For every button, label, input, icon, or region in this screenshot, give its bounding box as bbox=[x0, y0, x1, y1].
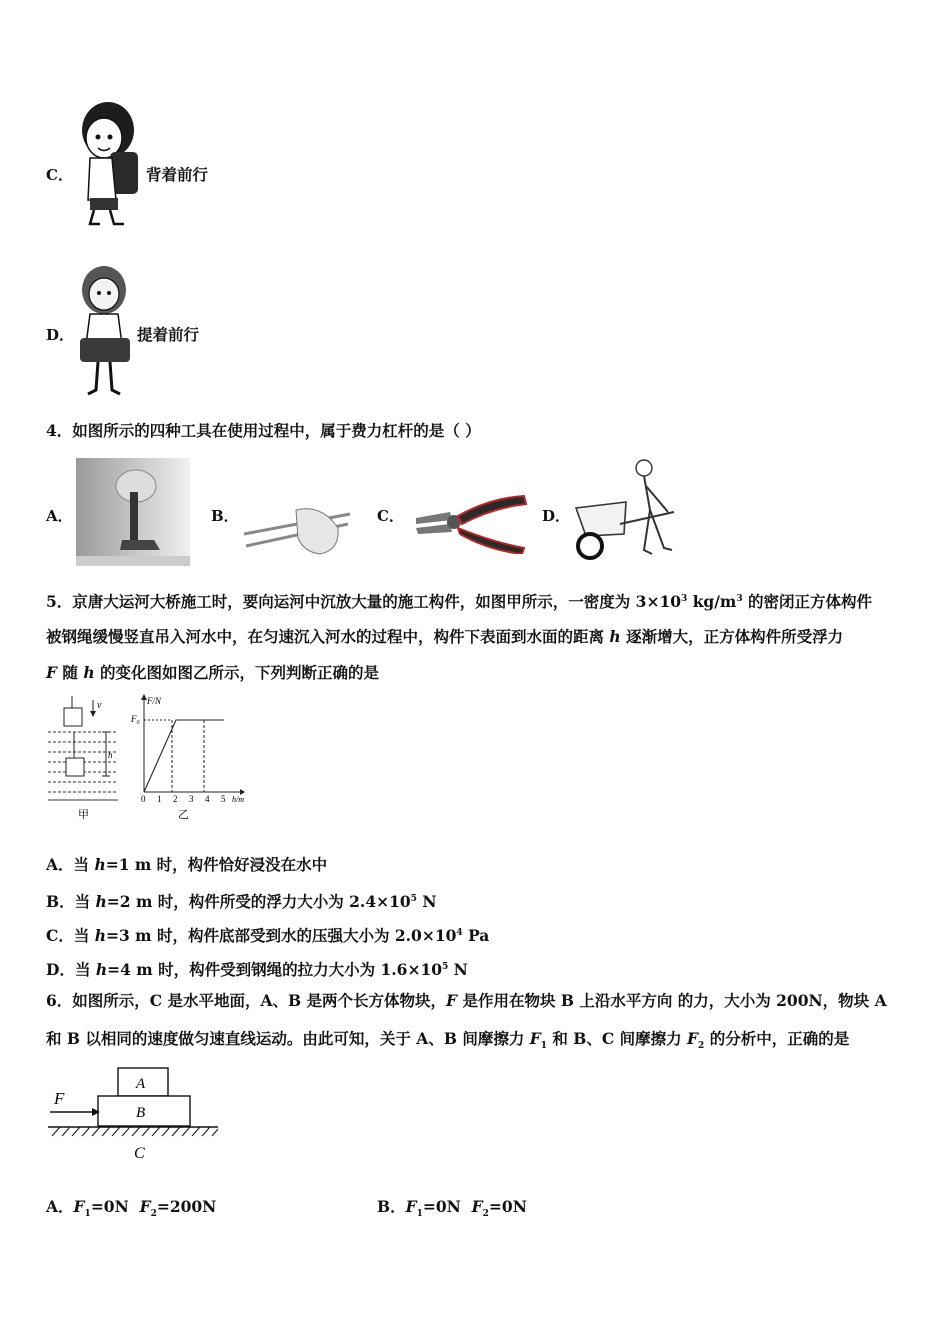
q5-figure-right-chart bbox=[128, 694, 246, 822]
figure-right-caption: 乙 bbox=[178, 809, 189, 821]
ground-label: C bbox=[134, 1145, 145, 1162]
q5-option-d: D．当 h=4 m 时，构件受到钢绳的拉力大小为 $1.6\times 10^5$ N bbox=[46, 960, 468, 980]
velocity-label: v bbox=[97, 700, 102, 711]
pliers-picture bbox=[412, 488, 530, 554]
x-tick-label: 1 bbox=[157, 794, 162, 804]
q4-option-c-letter: C． bbox=[377, 507, 404, 525]
x-tick-label: 3 bbox=[189, 794, 194, 804]
force-label: F bbox=[54, 1089, 65, 1108]
q3-option-c-letter: C． bbox=[46, 166, 73, 184]
hammer-picture bbox=[76, 458, 190, 566]
y-axis-label: F/N bbox=[147, 696, 162, 706]
q5-figure-left bbox=[44, 694, 124, 822]
depth-label: h bbox=[108, 750, 113, 760]
q5-option-a: A．当 h=1 m 时，构件恰好浸没在水中 bbox=[46, 855, 328, 874]
q5-stem-line1: 5．京唐大运河大桥施工时，要向运河中沉放大量的施工构件，如图甲所示，一密度为 $3\times 10^3$ $kg/m^3$ 的密闭正方体构件 bbox=[46, 592, 873, 612]
x-tick-label: 5 bbox=[221, 794, 226, 804]
girl-holding-bag-picture bbox=[74, 264, 138, 400]
q6-stem-line1: 6．如图所示，C 是水平地面，A、B 是两个长方体物块，F 是作用在物块 B 上沿水平方向 的力，大小为 200N，物块 A bbox=[46, 991, 887, 1010]
boy-carrying-backpack-picture bbox=[72, 100, 144, 230]
q3-option-d-letter: D． bbox=[46, 326, 75, 344]
chopsticks-picture bbox=[240, 494, 354, 560]
x-tick-label: 4 bbox=[205, 794, 210, 804]
q5-stem-line2: 被钢绳缓慢竖直吊入河水中，在匀速沉入河水的过程中，构件下表面到水面的距离 h 逐渐增大，正方体构件所受浮力 bbox=[46, 627, 844, 646]
q4-stem: 4．如图所示的四种工具在使用过程中，属于费力杠杆的是（ ） bbox=[46, 421, 481, 440]
q4-option-b-letter: B． bbox=[211, 507, 239, 525]
q5-stem-line3: F 随 h 的变化图如图乙所示，下列判断正确的是 bbox=[46, 663, 379, 682]
force-curve bbox=[144, 720, 224, 792]
x-tick-label: 2 bbox=[173, 794, 178, 804]
figure-left-caption: 甲 bbox=[78, 809, 89, 821]
x-axis-label: h/m bbox=[232, 795, 244, 804]
q5-option-c: C．当 h=3 m 时，构件底部受到水的压强大小为 $2.0\times 10^4$ Pa bbox=[46, 926, 490, 946]
q6-figure-blocks bbox=[46, 1064, 222, 1164]
wheelbarrow-picture bbox=[568, 454, 680, 564]
q3-option-d-text: 提着前行 bbox=[137, 325, 200, 344]
q4-option-a-letter: A． bbox=[46, 507, 73, 525]
block-a-label: A bbox=[136, 1076, 146, 1092]
q6-option-a: A．$F_1=0N$ $F_2=200N$ bbox=[46, 1197, 217, 1220]
block-b-label: B bbox=[136, 1105, 146, 1121]
q6-option-b: B．$F_1=0N$ $F_2=0N$ bbox=[377, 1197, 527, 1220]
y-tick-f0: $F_0$ bbox=[131, 714, 140, 726]
q3-option-c-text: 背着前行 bbox=[146, 165, 209, 184]
q5-option-b: B．当 h=2 m 时，构件所受的浮力大小为 $2.4\times 10^5$ N bbox=[46, 892, 437, 912]
q6-stem-line2: 和 B 以相同的速度做匀速直线运动。由此可知，关于 A、B 间摩擦力 $F_1$ 和 B、C 间摩擦力 $F_2$ 的分析中，正确的是 bbox=[46, 1029, 850, 1052]
x-tick-label: 0 bbox=[141, 794, 146, 804]
q4-option-d-letter: D． bbox=[542, 507, 571, 525]
